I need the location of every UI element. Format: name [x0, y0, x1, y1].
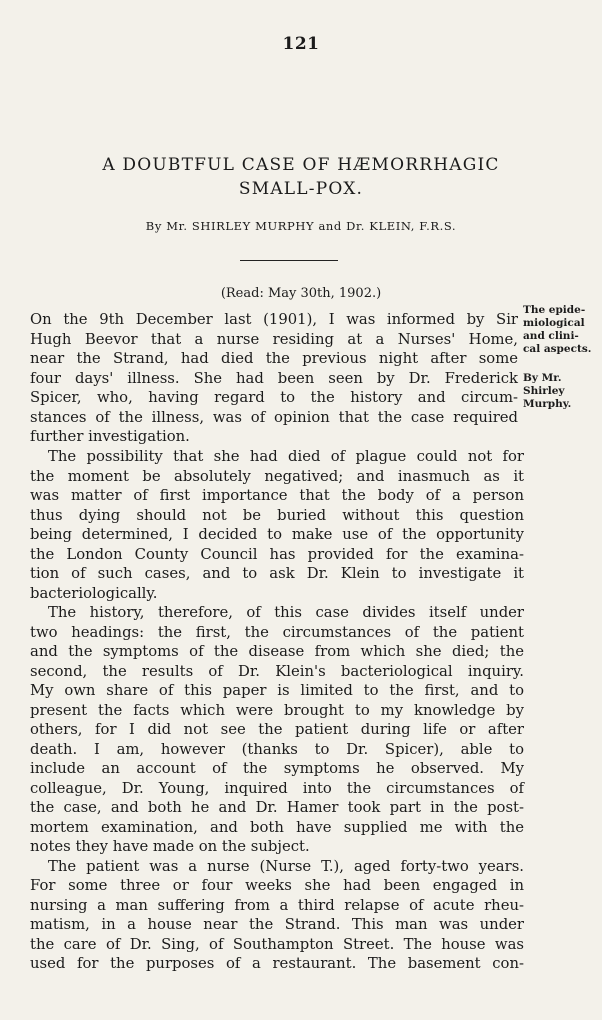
text-line: the London County Council has provided for the examina-: [30, 545, 524, 563]
text-line: For some three or four weeks she had been engaged in: [30, 877, 524, 894]
text-line: The history, therefore, of this case divides itself under: [48, 604, 524, 621]
text-line: the moment be absolutely negatived; and inasmuch as it: [30, 467, 524, 485]
text-line: colleague, Dr. Young, inquired into the circumstances of: [30, 779, 524, 797]
text-line: present the facts which were brought to my knowledge by: [30, 701, 524, 719]
margin-note-aspects: [523, 304, 599, 356]
margin-note-line: and clini-: [523, 330, 579, 342]
text-line: On the 9th December last (1901), I was informed by Sir: [30, 311, 518, 328]
page-number: 121: [282, 34, 320, 54]
text-line: stances of the illness, was of opinion that the case required: [30, 408, 518, 426]
text-line: The possibility that she had died of plague could not for: [48, 448, 524, 465]
paragraph-1: [30, 310, 518, 447]
text-line: tion of such cases, and to ask Dr. Klein to investigate it: [30, 565, 524, 582]
text-line: notes they have made on the subject.: [30, 838, 310, 855]
text-line: mortem examination, and both have supplied me with the: [30, 818, 524, 836]
text-line: thus dying should not be buried without this question: [30, 506, 524, 524]
margin-note-line: Shirley: [523, 385, 565, 397]
margin-note-line: Murphy.: [523, 398, 572, 410]
text-line: four days' illness. She had been seen by Dr. Frederick: [30, 369, 518, 387]
byline: By Mr. SHIRLEY MURPHY and Dr. KLEIN, F.R.S.: [145, 219, 457, 233]
text-line: matism, in a house near the Strand. This man was under: [30, 916, 524, 933]
title-line-2: SMALL-POX.: [238, 179, 364, 199]
margin-note-line: miological: [523, 317, 585, 329]
text-line: near the Strand, had died the previous night after some: [30, 350, 518, 367]
read-date-note: (Read: May 30th, 1902.): [220, 286, 382, 301]
text-line: second, the results of Dr. Klein's bacteriological inquiry.: [30, 662, 524, 680]
text-line: nursing a man suffering from a third relapse of acute rheu-: [30, 896, 524, 914]
text-line: was matter of first importance that the body of a person: [30, 487, 524, 504]
text-line: and the symptoms of the disease from which she died; the: [30, 643, 524, 660]
title-line-1: A DOUBTFUL CASE OF HÆMORRHAGIC: [102, 155, 500, 175]
text-line: used for the purposes of a restaurant. The basement con-: [30, 955, 524, 972]
margin-note-author: [523, 372, 599, 411]
margin-note-line: cal aspects.: [523, 343, 592, 355]
text-line: Spicer, who, having regard to the history and circum-: [30, 389, 518, 406]
article-title: [40, 153, 562, 201]
text-line: further investigation.: [30, 428, 190, 445]
text-line: My own share of this paper is limited to the first, and to: [30, 682, 524, 699]
text-line: the care of Dr. Sing, of Southampton Street. The house was: [30, 935, 524, 953]
text-line: The patient was a nurse (Nurse T.), aged forty-two years.: [48, 857, 524, 875]
text-line: Hugh Beevor that a nurse residing at a Nurses' Home,: [30, 330, 518, 348]
margin-note-line: The epide-: [523, 304, 586, 316]
text-line: bacteriologically.: [30, 584, 158, 602]
body-paragraphs: [30, 447, 524, 974]
text-line: the case, and both he and Dr. Hamer took part in the post-: [30, 799, 524, 816]
text-line: include an account of the symptoms he observed. My: [30, 760, 524, 777]
text-line: being determined, I decided to make use of the opportunity: [30, 526, 524, 543]
margin-note-line: By Mr.: [523, 372, 562, 384]
text-line: others, for I did not see the patient during life or after: [30, 721, 524, 738]
text-line: two headings: the first, the circumstances of the patient: [30, 623, 524, 641]
text-line: death. I am, however (thanks to Dr. Spicer), able to: [30, 740, 524, 758]
title-rule: [240, 260, 338, 261]
